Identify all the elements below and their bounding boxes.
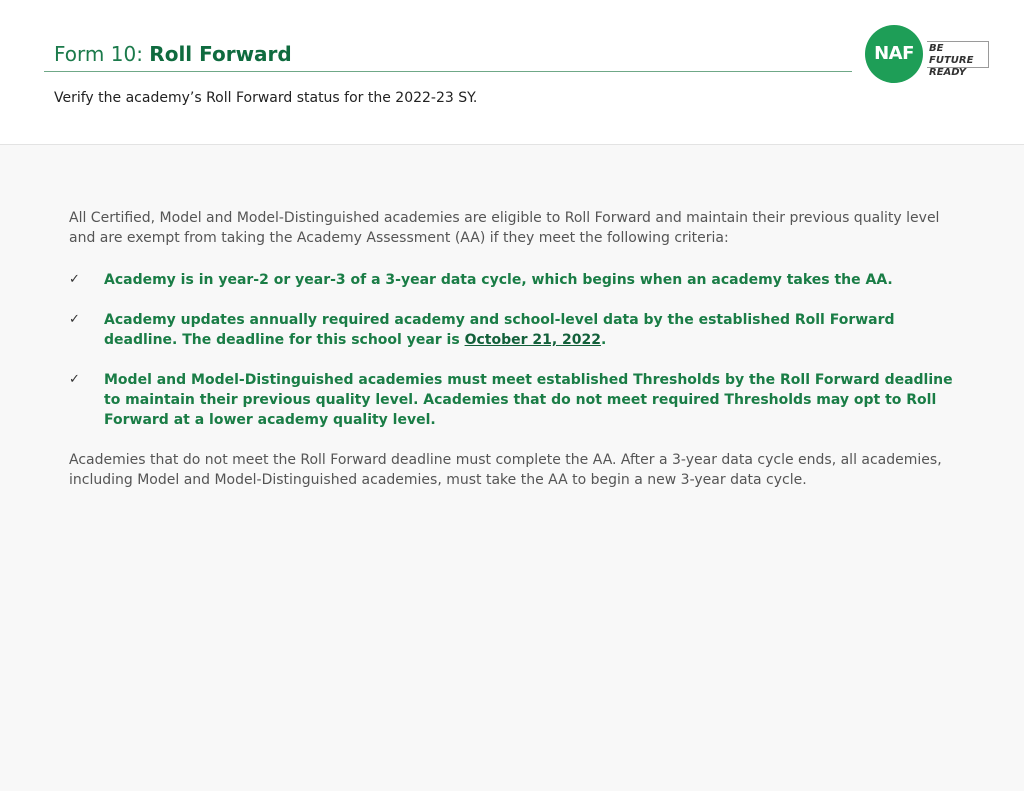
criterion-item <box>69 310 969 350</box>
logo-tagline <box>927 41 989 78</box>
title-divider <box>44 71 852 72</box>
logo-tagline-line2: READY <box>929 67 967 78</box>
intro-paragraph: All Certified, Model and Model-Distinguished academies are eligible to Roll Forward and maintain their previous quality level and are exempt from taking the Academy Assessment (AA) if they meet the following criteria: <box>69 210 940 246</box>
criterion-item <box>69 370 969 430</box>
naf-logo <box>865 25 995 83</box>
criterion-text: Model and Model-Distinguished academies must meet established Thresholds by the Roll Forward deadline to maintain their previous quality level. Academies that do not meet required Thresholds may opt to Roll Forward at a lower academy quality level. <box>104 372 953 428</box>
closing-paragraph: Academies that do not meet the Roll Forward deadline must complete the AA. After a 3-year data cycle ends, all academies, including Model and Model-Distinguished academies, must take the AA to begin a new 3-year data cycle. <box>69 452 942 488</box>
deadline-date: October 21, 2022 <box>464 332 602 348</box>
checkmark-icon: ✓ <box>69 372 80 387</box>
title-prefix: Form 10: <box>54 42 143 66</box>
criterion-text: Academy updates annually required academy and school-level data by the established Roll Forward deadline. The deadline for this school year is <box>104 312 895 348</box>
logo-tagline-line1: BE FUTURE <box>929 43 974 66</box>
page-title <box>54 42 292 66</box>
checkmark-icon: ✓ <box>69 272 80 287</box>
main-content <box>69 208 969 490</box>
criterion-item <box>69 270 969 290</box>
criterion-text-end: . <box>601 332 607 348</box>
checkmark-icon: ✓ <box>69 312 80 327</box>
page-header <box>0 0 1024 145</box>
page-subtitle: Verify the academy’s Roll Forward status for the 2022-23 SY. <box>54 90 478 106</box>
logo-letters: NAF <box>874 43 914 64</box>
criterion-text: Academy is in year-2 or year-3 of a 3-year data cycle, which begins when an academy takes the AA. <box>104 272 893 288</box>
criteria-list <box>69 270 969 430</box>
title-main: Roll Forward <box>149 42 292 66</box>
